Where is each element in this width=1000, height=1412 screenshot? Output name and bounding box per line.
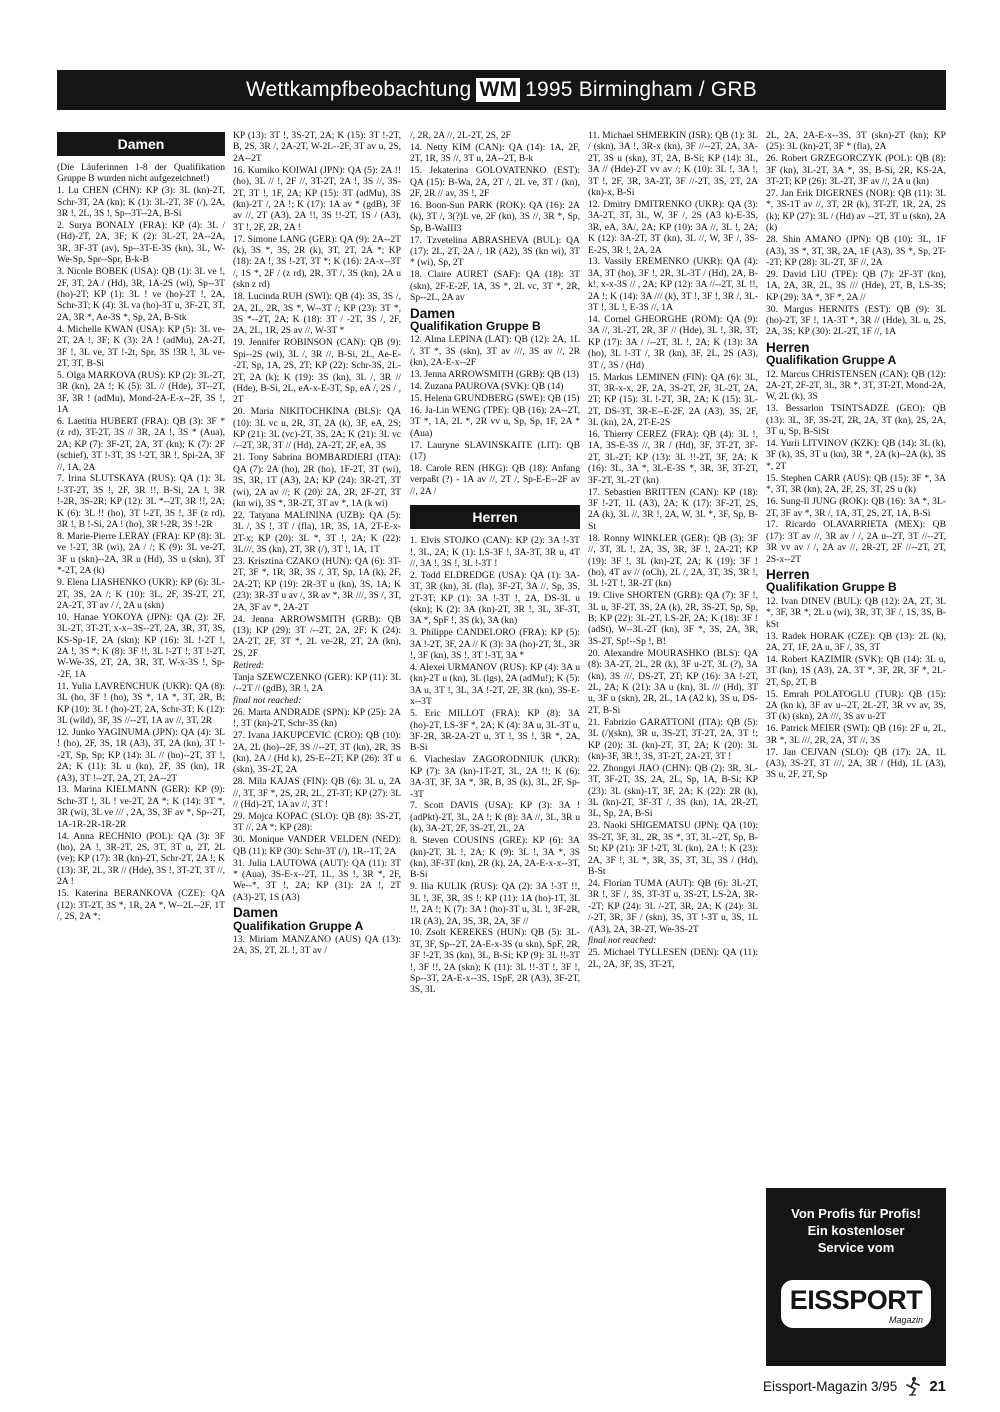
entry-paragraph: 4. Michelle KWAN (USA): KP (5): 3L ve-2T, 2A !, 3F; K (3): 2A ! (adMu), 2A-2T, 3F !, 3L ve, 3T !-2t, Spr, 3S !3R !, 3L ve-2T, 3T, B-Si bbox=[57, 323, 225, 369]
entry-paragraph: 11. Yulia LAVRENCHUK (UKR): QA (8): 3L (ho, 3F ! (ho), 3S *, 1A *, 3T, 2R, B; KP (10): 3L ! (ho)-2T, 2A, Schr-3T; K (12): 3L (wild), 3F, 3S //--2T, 1A av //, 3T, 2R bbox=[57, 680, 225, 726]
final-not-reached-label: final not reached: bbox=[233, 694, 302, 706]
entry-paragraph: 6. Laetitia HUBERT (FRA): QB (3): 3F * (z rd), 3T-2T, 3S // 3R, 2A !, 3S * (Aua), 2A; KP (7): 3F-2T, 2A, 3T (kn); K (7): 2F (schief), 3T !-3T, 3S !-2T, 3R !, Spi-2A, 3F //, 1A, 2A bbox=[57, 415, 225, 473]
section-heading-gruppe-b: Qualifikation Gruppe B bbox=[410, 319, 541, 333]
entry-paragraph: 16. Kumiko KOIWAI (JPN): QA (5): 2A !! (ho), 3L // !, 2F //, 3T-2T, 2A !, 3S //, 3S-2T, 3T !, 1F, 2A; KP (15): 3T (adMu), 3S (kn)-2T /, 2A !; K (17): 1A av * (gdB), 3F av //, 2T (A3), 2A !!, 3S !!-2T, 1S / (A3), 3T !, 2F, 2R, 2A ! bbox=[233, 164, 401, 233]
entry-paragraph: 15. Markus LEMINEN (FIN): QA (6): 3L, 3T, 3R-x-x, 2F, 2A, 3S-2T, 2F, 3L-2T, 2A, 2T; KP (15): 3L !-2T, 3R, 2A; K (15): 3L-2T, DS-3T, 3R-E--E-2F, 2A (A3), 3S, 2F, 3L (kn), 2A, 2T-E-2S bbox=[588, 371, 758, 429]
col4-last-entry: 25. Michael TYLLESEN (DEN): QA (11): 2L, 2A, 3F, 3S, 3T-2T, bbox=[588, 947, 758, 970]
col5-gruppe-a-paragraphs bbox=[766, 369, 946, 565]
entry-paragraph: 21. Fabrizio GARATTONI (ITA): QB (5): 3L (/)(skn), 3R u, 3S-2T, 3T-2T, 2A, 3T !; KP (20): 3L (kn)-2T, 3T, 2A; K (20): 3L (kn)-3F, 3R !, 3S, 3T-2T, 2A-2T, 3T ! bbox=[588, 716, 758, 762]
section-bar-damen: Damen bbox=[57, 132, 225, 156]
entry-paragraph: 11. Michael SHMERKIN (ISR): QB (1): 3L / (skn), 3A !, 3R-x (kn), 3F //--2T, 2A, 3A-2T, 3S u (skn), 3T, 2A, B-Si; KP (14): 3L, 3A // (Hde)-2T vv av /; K (10): 3L !, 3A !, 3T !, 2F, 3R, 3A-2T, 3F //-2T, 3S, 2T, 2A (kn)-x, B-Si bbox=[588, 130, 758, 199]
entry-paragraph: 1. Lu CHEN (CHN): KP (3): 3L (kn)-2T, Schr-3T, 2A (kn); K (1): 3L-2T, 3F (/), 2A, 3R !, 2L, 3S !, Sp--3T--2A, B-Si bbox=[57, 185, 225, 220]
ad-line-2: Ein kostenloser bbox=[807, 1223, 905, 1238]
col2-paragraphs bbox=[233, 130, 401, 659]
entry-paragraph: 15. Helena GRUNDBERG (SWE): QB (15) bbox=[410, 392, 580, 404]
entry-paragraph: 17. Simone LANG (GER): QA (9): 2A--2T (k), 3S *, 3S, 2R (k), 3T, 2T, 2A *; KP (18): 2A !, 3S !-2T, 3T *; K (16): 2A-x--3T /, 1S *, 2F / (z rd), 2R, 3T /, 3S (kn), 2A u (skn z rd) bbox=[233, 233, 401, 291]
col2-final-paragraphs bbox=[233, 707, 401, 903]
entry-paragraph: 19. Clive SHORTEN (GRB): QA (7): 3F !, 3L u, 3F-2T, 3S, 2A (k), 2R, 3S-2T, Sp, Sp, B; KP (22): 3L-2T, LS-2F, 2A; K (18): 3F ! (adSt), W--3L-2T (kn), 3F *, 3S, 2A, 3R, 3S-2T, Sp!--Sp !, B! bbox=[588, 590, 758, 647]
entry-paragraph: 23. Krisztina CZAKO (HUN): QA (6): 3T-2T, 3F *, 1R, 3R, 3S /, 3T, Sp, 1A (k), 2F, 2A-2T; KP (19): 2R-3T u (kn), 3S, 1A; K (23): 3R-3T u av /, 3R av *, 3R ///, 3S /, 3T, 2A, 3F av *, 2A-2T bbox=[233, 556, 401, 613]
entry-paragraph: 27. Jan Erik DIGERNES (NOR): QB (11): 3L *, 3S-1T av //, 3T, 2R (k), 3T-2T, 1R, 2A, 2S (k); KP (27): 3L / (Hd) av --2T, 3T u (skn), 2A (k) bbox=[766, 188, 946, 234]
section-heading-gruppe-a: Qualifikation Gruppe A bbox=[233, 918, 364, 933]
entry-paragraph: 8. Marie-Pierre LERAY (FRA): KP (8): 3L ve !-2T, 3R (wi), 2A / /; K (9): 3L ve-2T, 3F u (skn)--2A, 3R u (Hd), 3S u (skn), 3T *-2T, 2A (k) bbox=[57, 531, 225, 577]
skater-icon bbox=[903, 1376, 923, 1396]
entry-paragraph: 28. Shin AMANO (JPN): QB (10): 3L, 1F (A3), 3S *, 3T, 3R, 2A, 1F (A3), 3S *, Sp, 2T--2T; KP (28): 3L-2T, 3F //, 2A bbox=[766, 234, 946, 268]
entry-paragraph: 15. Stephen CARR (AUS): QB (15): 3F *, 3A *, 3T, 3R (kn), 2A, 2F, 2S, 3T, 2S u (k) bbox=[766, 472, 946, 496]
entry-paragraph: 31. Julia LAUTOWA (AUT): QA (11): 3T * (Aua), 3S-E-x--2T, 1L, 3S !, 3R *, 2F, We--*, 3T !, 2A; KP (31): 2A !, 2T (A3)-2T, 1S (A3) bbox=[233, 857, 401, 903]
entry-paragraph: 8. Steven COUSINS (GRE): KP (6): 3A (kn)-2T, 3L !, 2A; K (9): 3L !, 3A *, 3S (kn), 3F-3T (kn), 2R (k), 2A, 2A-E-x-x--3T, B-Si bbox=[410, 835, 580, 881]
entry-paragraph: 22. Tatyana MALININA (UZB): QA (5): 3L /, 3S !, 3T / (fla), 1R, 3S, 1A, 2T-E-x-2T-x; KP (20): 3L *, 3T !, 2A; K (22): 3L///, 3S (kn), 2T, 3R (/), 3T !, 1A, 1T bbox=[233, 509, 401, 556]
entry-paragraph: 18. Lucinda RUH (SWI): QB (4): 3S, 3S /, 2A, 2L, 2R, 3S *, W--3T /; KP (23): 3T *, 3S *--2T, 2A; K (18): 3T / -2T, 3S /, 2F, 2A, 2L, 1R, 2S av //, W-3T * bbox=[233, 291, 401, 337]
col3-top-paragraphs bbox=[410, 130, 580, 304]
entry-paragraph: 16. Sung-Il JUNG (ROK): QB (16): 3A *, 3L-2T, 3F av *, 3R /, 1A, 3T, 2S, 2T, 1A, B-Si bbox=[766, 496, 946, 519]
col5-gruppe-b-paragraphs bbox=[766, 596, 946, 781]
banner-title-end: 1995 Birmingham / GRB bbox=[525, 78, 757, 101]
section-heading-herren-a: Herren bbox=[766, 339, 810, 355]
column-2 bbox=[233, 130, 401, 1370]
col2-last-entry: 13. Miriam MANZANO (AUS) QA (13): 2A, 3S, 2T, 2L !, 3T av / bbox=[233, 934, 401, 957]
col1-paragraphs bbox=[57, 162, 225, 922]
entry-paragraph: 2. Surya BONALY (FRA): KP (4): 3L / (Hd)-2T, 2A, 3F; K (2): 3L-2T, 2A--2A, 3R, 3F-3T (av), Sp--3T-E-3S (kn), 3L, W-We-Sp, Spr--Spr, B-k-B bbox=[57, 220, 225, 266]
entry-paragraph: 16. Patrick MEIER (SWI): QB (16): 2F u, 2L, 3R *, 3L ///, 2R, 2A, 3T //, 3S bbox=[766, 723, 946, 746]
col3-gruppe-b-paragraphs bbox=[410, 334, 580, 497]
column-4 bbox=[588, 130, 758, 1370]
entry-paragraph: 7. Scott DAVIS (USA): KP (3): 3A ! (adPkt)-2T, 3L, 2A !; K (8): 3A //, 3L, 3R u (k), 3A-2T, 2F, 3S-2T, 2L, 2A bbox=[410, 800, 580, 835]
entry-paragraph: 17. Tzvetelina ABRASHEVA (BUL): QA (17): 2L, 2T, 2A /, 1R (A2), 3S (kn wi), 3T * (wi), Sp, 2T bbox=[410, 234, 580, 269]
entry-paragraph: 18. Claire AURET (SAF): QA (18): 3T (skn), 2F-E-2F, 1A, 3S *, 2L vc, 3T *, 2R, Sp--2L, 2A av bbox=[410, 269, 580, 304]
entry-paragraph: 10. Zsolt KEREKES (HUN): QB (5): 3L-3T, 3F, Sp--2T, 2A-E-x-3S (u skn), SpF, 2R, 3F !-2T, 3S (kn), 3L, B-Si; KP (9): 3L !!-3T !, 3F !!, 2A (skn); K (11): 3L !!-3T !, 3F !, Sp--3T, 2A-E-x--3S, 1SpF, 2R (A3), 3F-2T, 3S, 3L bbox=[410, 927, 580, 996]
entry-paragraph: (Die Läuferinnen 1-8 der Qualifikation Gruppe B wurden nicht aufgezeichnet!) bbox=[57, 162, 225, 185]
entry-paragraph: 13. Vassily EREMENKO (UKR): QA (4): 3A, 3T (ho), 3F !, 2R, 3L-3T / (Hd), 2A, B-k!, x-x-3S // , 2A; KP (12): 3A //--2T, 3L !!, 2A !; K (14): 3A /// (k), 3T !, 3F !, 3R /, 3L-3T !, 3L !, E-3S //, 1A bbox=[588, 256, 758, 314]
logo-subword: Magazin bbox=[888, 1315, 923, 1325]
section-heading-damen-b: Damen bbox=[410, 305, 456, 321]
entry-paragraph: 16. Boon-Sun PARK (ROK): QA (16): 2A (k), 3T /, 3(?)L ve, 2F (kn), 3S //, 3R *, Sp, Sp, B-WaIII3 bbox=[410, 199, 580, 234]
entry-paragraph: 3. Nicole BOBEK (USA): QB (1): 3L ve !, 2F, 3T, 2A / (Hd), 3R, 1A-2S (wi), Sp--3T (ho)-2T; KP (1): 3L ! ve (ho)-2T !, 2A, Schr-3T; K (4): 3L va (ho)-3T u, 3F-2T, 3T, 2A, 3R *, Ae-3S *, Sp, 2A, B-Stk bbox=[57, 266, 225, 323]
entry-paragraph: 30. Monique VANDER VELDEN (NED): QB (11): KP (30): Schr-3T (/), 1R--1T, 2A bbox=[233, 834, 401, 857]
entry-paragraph: 30. Margus HERNITS (EST): QB (9): 3L (ho)-2T, 3F !, 1A-3T *, 3R // (Hde), 3L u, 2S, 2A, 3S; KP (30): 2L-2T, 1F //, 1A bbox=[766, 303, 946, 338]
section-heading-damen: Damen bbox=[233, 905, 279, 921]
entry-paragraph: 14. Netty KIM (CAN): QA (14): 1A, 2F, 2T, 1R, 3S //, 3T u, 2A--2T, B-k bbox=[410, 141, 580, 165]
entry-paragraph: 18. Carole REN (HKG): QB (18): Anfang verpaßt (?) - 1A av //, 2T /, Sp-E-E--2F av //, 2A / bbox=[410, 462, 580, 497]
entry-paragraph: 13. Bessarlon TSINTSADZE (GEO): QB (13): 3L, 3F, 3S-2T, 2R, 2A, 3T (kn), 2S, 2A, 3T u, Sp, B-SiSt bbox=[766, 403, 946, 438]
entry-paragraph: 17. Sebastien BRITTEN (CAN): KP (18): 3F !-2T, 1L (A3), 2A; K (17): 3F-2T, 2S, 2A (k), 3L //, 3R !, 2A, W, 3L *, 3F, Sp, B-St bbox=[588, 486, 758, 532]
entry-paragraph: 2L, 2A, 2A-E-x--3S, 3T (skn)-2T (kn); KP (25): 3L (kn)-2T, 3F * (fla), 2A bbox=[766, 130, 946, 153]
section-bar-herren: Herren bbox=[410, 505, 580, 529]
entry-paragraph: 7. Irina SLUTSKAYA (RUS): QA (1): 3L !-3T-2T, 3S !, 2F, 3R !!, B-Si, 2A !, 3R !-2R, 3S-2R; KP (12): 3L *--2T, 3R !!, 2A; K (6): 3L !! (ho), 3T !-2T, 3S !, 3F (z rd), 3R !, B !-Si, 2A ! (ho), 3R !-2R, 3S !-2R bbox=[57, 473, 225, 531]
entry-paragraph: 15. Katerina BERANKOVA (CZE): QA (12): 3T-2T, 3S *, 1R, 2A *, W--2L--2F, 1T /, 2S, 2A *; bbox=[57, 888, 225, 922]
entry-paragraph: 20. Alexandre MOURASHKO (BLS): QA (8): 3A-2T, 2L, 2R (k), 3F u-2T, 3L (?), 3A (kn), 3S ///, DS-2T, 2T; KP (16): 3A !-2T, 2L, 2A; K (21): 3A u (kn), 3L /// (Hd), 3T u, 3F u (skn), 2R, 2L, 1A (A2 k), 3S u, DS-2T, B-Si bbox=[588, 647, 758, 716]
entry-paragraph: 12. Dmitry DMITRENKO (UKR): QA (3): 3A-2T, 3T, 3L, W, 3F /, 2S (A3 k)-E-3S, 3R, eA, 3A/, 2A; KP (10): 3A //, 3L !, 2A; K (12): 3A-2T, 3T (kn), 3L //, W, 3F /, 3S-E-2S, 3R !, 2A, 2A bbox=[588, 198, 758, 256]
column-3 bbox=[410, 130, 580, 1370]
entry-paragraph: 9. Elena LIASHENKO (UKR): KP (6): 3L-2T, 3S, 2A /; K (10): 3L, 2F, 3S-2T, 2T, 2A-2T, 3T av / /, 2A u (skn) bbox=[57, 577, 225, 611]
col5-top-paragraphs bbox=[766, 130, 946, 338]
entry-paragraph: 10. Hanae YOKOYA (JPN): QA (2): 2F, 3L-2T, 3T-2T, x-x--3S--2T, 2A, 3R, 3T, 3S, KS-Sp-1F, 2A (skn); KP (16): 3L !-2T !, 2A !, 3S *; K (8): 3F !!, 3L !-2T !, 3T !-2T, W-We-3S, 2T, 2A, 3R, 3T, W-x-3S !, Sp--2F, 1A bbox=[57, 611, 225, 680]
entry-paragraph: 17. Lauryne SLAVINSKAITE (LIT): QB (17) bbox=[410, 439, 580, 462]
section-heading-herren-gruppe-a: Qualifikation Gruppe A bbox=[766, 353, 897, 368]
column-5 bbox=[766, 130, 946, 1230]
entry-paragraph: 24. Florian TUMA (AUT): QB (6): 3L-2T, 3R !, 3F /, 3S, 3T-3T u, 3S-2T, LS-2A, 3R--2T; KP (24): 3L /-2T, 3R, 2A; K (24): 3L /-2T, 3R, 3F / (skn), 3S, 3T !-3T u, 3S, 1L /(A3), 2A, 3R-2T, We-3S-2T bbox=[588, 877, 758, 935]
entry-paragraph: 16. Ja-Lin WENG (TPE): QB (16): 2A--2T, 3T *, 1A, 2L *, 2R vv u, Sp, Sp, 1F, 2A * (Aua) bbox=[410, 404, 580, 439]
page-banner bbox=[57, 70, 946, 110]
entry-paragraph: 26. Robert GRZEGORCZYK (POL): QB (8): 3F (kn), 3L-2T, 3A *, 3S, B-Si, 2R, KS-2A, 3T-2T; KP (26): 3L-2T, 3F av //, 2A u (kn) bbox=[766, 153, 946, 188]
entry-paragraph: 14. Yurii LITVINOV (KZK): QB (14): 3L (k), 3F (k), 3S, 3T u (kn), 3R *, 2A (k)--2A (k), 3S *, 2T bbox=[766, 438, 946, 472]
entry-paragraph: 14. Cornel GHEORGHE (ROM): QA (9): 3A //, 3L-2T, 2R, 3F // (Hde), 3L !, 3R, 3T; KP (17): 3A / /--2T, 3L !, 2A; K (13): 3A (ho), 3L !-3T /, 3R (kn), 3F, 2L, 2S (A3), 3T /, 3S / (Hd) bbox=[588, 314, 758, 371]
entry-paragraph: 16. Thierry CEREZ (FRA): QB (4): 3L !, 1A, 3S-E-3S //, 3R / (Hd), 3F, 3T-2T, 3F-2T, 3L-2T; KP (13): 3L !!-2T, 3F, 2A; K (16): 3L, 3A *, 3L-E-3S *, 3R, 3F, 3T-2T, 3F-2T, 3L-2T (kn) bbox=[588, 429, 758, 486]
ad-line-3: Service vom bbox=[817, 1240, 895, 1255]
final-not-reached-label-herren: final not reached: bbox=[588, 935, 657, 947]
entry-paragraph: 5. Olga MARKOVA (RUS): KP (2): 3L-2T, 3R (kn), 2A !; K (5): 3L // (Hde), 3T--2T, 3F, 3R ! (adMu), Mond-2A-E-x--2F, 3S !, 1A bbox=[57, 369, 225, 416]
entry-paragraph: 29. Mojca KOPAC (SLO): QB (8): 3S-2T, 3T //, 2A *; KP (28): bbox=[233, 810, 401, 834]
entry-paragraph: 27. Ivana JAKUPCEVIC (CRO): QB (10): 2A, 2L (ho)--2F, 3S //--2T, 3T (kn), 2R, 3S (kn), 2A / (Hd k), 2S-E--2T; KP (26): 3T u (skn), 3S-2T, 2A bbox=[233, 730, 401, 776]
eissport-logo bbox=[781, 1280, 931, 1328]
banner-title-start: Wettkampfbeobachtung bbox=[246, 78, 472, 101]
col4-paragraphs bbox=[588, 130, 758, 935]
entry-paragraph: 14. Anna RECHNIO (POL): QA (3): 3F (ho), 2A !, 3R-2T, 2S, 3T, 3T u, 2T, 2L (ve); KP (17): 3R (kn)-2T, Schr-2T, 2A !; K (13): 3F, 2L, 3R // (Hde), 3S !, 3T-2T, 3T //, 2A ! bbox=[57, 830, 225, 888]
entry-paragraph: 13. Jenna ARROWSMITH (GRB): QB (13) bbox=[410, 369, 579, 381]
advertisement-box bbox=[766, 1188, 946, 1366]
entry-paragraph: 17. Ricardo OLAVARRIETA (MEX): QB (17): 3T av //, 3R av / /, 2A u--2T, 3T //--2T, 3R vv av / /, 2A av //, 2R-2T, 2F //--2T, 2T, 2S-x--2T bbox=[766, 519, 946, 565]
entry-paragraph: 15. Jekaterina GOLOVATENKO (EST): QA (15): B-Wa, 2A, 2T /, 2L ve, 3T / (kn), 2F, 2R // av, 3S !, 2F bbox=[410, 165, 580, 200]
entry-paragraph: 13. Radek HORAK (CZE): QB (13): 2L (k), 2A, 2T, 1F, 2A u, 3F /, 3S, 3T bbox=[766, 630, 946, 653]
entry-paragraph: 12. Ivan DINEV (BUL): QB (12): 2A, 2T, 3L *, 3F, 3R *, 2L u (wi), 3R, 3T, 3F /, 1S, 3S, B-kSt bbox=[766, 595, 946, 630]
entry-paragraph: 1. Elvis STOJKO (CAN): KP (2): 3A !-3T !, 3L, 2A; K (1): LS-3F !, 3A-3T, 3R u, 4T //, 3A !, 3S !, 3L !-3T ! bbox=[410, 535, 580, 569]
entry-paragraph: 18. Ronny WINKLER (GER): QB (3): 3F //, 3T, 3L !, 2A, 3S, 3R, 3F !, 2A-2T; KP (19): 3F !, 3L (kn)-2T, 2A; K (19): 3F ! (ho), 4T av // (oCh), 2L /, 2A, 3T, 3S, 3R !, 3L !-2T !, 3R-2T (kn) bbox=[588, 532, 758, 590]
entry-paragraph: 3. Philippe CANDELORO (FRA): KP (5): 3A !-2T, 3F, 2A // K (3): 3A (ho)-2T, 3L, 3R !, 3F (kn), 3S !, 3T !-3T, 3A * bbox=[410, 627, 580, 662]
entry-paragraph: 14. Robert KAZIMIR (SVK): QB (14): 3L u, 3T (kn), 1S (A3), 2A, 3T *, 3F, 2R, 3F *, 2L-2T, Sp, 2T, B bbox=[766, 653, 946, 688]
entry-paragraph: 19. Jennifer ROBINSON (CAN): QB (9): Spi--2S (wi), 3L /, 3R //, B-Si, 2L, Ae-E--2T, Sp, 1A, 2S, 2T; KP (22): Schr-3S, 2L-2T, 2A (k); K (19): 3S (kn), 3L /, 3R // (Hde), B-Si, 2L, eA-x-E-3T, Sp, eA /, 2S / , 2T bbox=[233, 337, 401, 406]
entry-paragraph: 21. Tony Sabrina BOMBARDIERI (ITA): QA (7): 2A (ho), 2R (ho), 1F-2T, 3T (wi), 3S, 3R, 1T (A3), 2A; KP (24): 3R-2T, 3T (wi), 2A av //; K (20): 2A, 2R, 2F-2T, 3T (kn wi), 3S *, 3R-2T, 3T av *, 1A (k wi) bbox=[233, 452, 401, 509]
entry-paragraph: 24. Jenna ARROWSMITH (GRB): QB (13); KP (29): 3T /--2T, 2A, 2F; K (24): 2A-2T, 2F, 3T *, 2L ve-2R, 2T, 2A (kn), 2S, 2F bbox=[233, 613, 401, 659]
logo-word: EISSPORT bbox=[789, 1285, 923, 1315]
magazine-issue: Eissport-Magazin 3/95 bbox=[762, 1378, 898, 1394]
page-number: 21 bbox=[929, 1377, 946, 1395]
entry-paragraph: 2. Todd ELDREDGE (USA): QA (1): 3A-3T, 3R (kn), 3L (fla), 3F-2T, 3A //, Sp, 3S, 2T-3T; KP (1): 3A !-3T !, 2A, DS-3L u (skn); K (2): 3A (kn)-2T, 3R !, 3L, 3F-3T, 3A *, SpF !, 3S (k), 3A (kn) bbox=[410, 569, 580, 627]
entry-paragraph: 9. Ilia KULIK (RUS): QA (2): 3A !-3T !!, 3L !, 3F, 3R, 3S !; KP (11): 1A (ho)-1T, 3L !!, 2A !; K (7): 3A ! (ho)-3T u, 3L !, 3F-2R, 1R (A3), 2A, 3S, 3R, 2A, 3F // bbox=[410, 881, 580, 927]
entry-paragraph: /, 2R, 2A //, 2L-2T, 2S, 2F bbox=[410, 130, 511, 141]
entry-paragraph: 4. Alexei URMANOV (RUS): KP (4): 3A u (kn)-2T u (kn), 3L (lgs), 2A (adMu!); K (5): 3A u, 3T !, 3L, 3A !-2T, 2F, 3R (kn), 3S-E-x--3T bbox=[410, 662, 580, 708]
entry-paragraph: 12. Marcus CHRISTENSEN (CAN): QB (12): 2A-2T, 2F-2T, 3L, 3R *, 3T, 3T-2T, Mond-2A, W, 2L (k), 3S bbox=[766, 368, 946, 403]
entry-paragraph: 13. Marina KIELMANN (GER): KP (9): Schr-3T !, 3L ! ve-2T, 2A *; K (14): 3T *, 3R (wi), 3L ve /// , 2A, 3S, 3F av *, Sp--2T, 1A-1R-2R-1R-2R bbox=[57, 784, 225, 830]
entry-paragraph: 20. Maria NIKITOCHKINA (BLS): QA (10): 3L vc u, 2R, 3T, 2A (k), 3F, eA, 2S; KP (21): 3L (vc)-2T, 3S, 2A; K (21): 3L vc /--2T, 3R, 3T // (Hd), 2A-2T, 2F, eA, 3S bbox=[233, 406, 401, 452]
col3-herren-paragraphs bbox=[410, 535, 580, 996]
retired-label: Retired: bbox=[233, 659, 265, 671]
section-heading-herren-b: Herren bbox=[766, 567, 810, 583]
entry-paragraph: 5. Eric MILLOT (FRA): KP (8): 3A (ho)-2T, LS-3F *, 2A; K (4): 3A u, 3L-3T u, 3F-2R, 3R-2A-2T u, 3T !, 3S !, 3R *, 2A, B-Si bbox=[410, 708, 580, 754]
entry-paragraph: 15. Emrah POLATOGLU (TUR): QB (15): 2A (kn k), 3F av u--2T, 2L-2T, 3R vv av, 3S, 3T (k) (skn), 2A ///, 3S av u-2T bbox=[766, 688, 946, 723]
entry-paragraph: 6. Viacheslav ZAGORODNIUK (UKR): KP (7): 3A (kn)-1T-2T, 3L, 2A !!; K (6): 3A-3T, 3F, 3A *, 3R, B, 3S (k), 3L, 2F, Sp--3T bbox=[410, 754, 580, 800]
ad-line-1: Von Profis für Profis! bbox=[791, 1206, 921, 1221]
entry-paragraph: 12. Alma LEPINA (LAT): QB (12): 2A, 1L /, 3T *, 3S (skn), 3T av ///, 3S av //, 2R (kn), 2A-E-x--2F bbox=[410, 334, 580, 369]
entry-paragraph: 23. Naoki SHIGEMATSU (JPN): QA (10): 3S-2T, 3F, 3L, 2R, 3S *, 3T, 3L--2T, Sp, B-St; KP (21): 3F !-2T, 3L (kn), 2A !; K (23): 2A, 3F !, 3L *, 3R, 3S, 3T, 3L, 3S / (Hd), B-St bbox=[588, 820, 758, 877]
entry-paragraph: 12. Junko YAGINUMA (JPN): QA (4): 3L ! (ho), 2F, 3S, 1R (A3), 3T, 2A (kn), 3T !--2T, Sp, Sp; KP (14): 3L // (ho)--2T, 3T !, 2A; K (11): 3L u (kn), 2F, 3S (kn), 1R (A3), 3T !--2T, 2A, 2T, 2A--2T bbox=[57, 726, 225, 784]
wm-badge: WM bbox=[476, 78, 520, 102]
column-1 bbox=[57, 130, 225, 1370]
entry-paragraph: 14. Zuzana PAUROVA (SVK): QB (14) bbox=[410, 381, 564, 393]
entry-paragraph: 17. Jan CEJVAN (SLO): QB (17): 2A, 1L (A3), 3S-2T, 3T ///, 2A, 3R / (Hd), 1L (A3), 3S u, 2F, 2T, Sp bbox=[766, 746, 946, 781]
entry-paragraph: 29. David LIU (TPE): QB (7): 2F-3T (kn), 1A, 2A, 3R, 2L, 3S /// (Hde), 2T, B, LS-3S; KP (29): 3A *, 3F *, 2A // bbox=[766, 268, 946, 303]
page-footer bbox=[730, 1375, 946, 1397]
section-heading-herren-gruppe-b: Qualifikation Gruppe B bbox=[766, 580, 897, 595]
entry-paragraph: 22. Zhongyi JIAO (CHN): QB (2): 3R, 3L-3T, 3F-2T, 3S, 2A, 2L, Sp, 1A, B-Si; KP (23): 3L (skn)-1T, 3F, 2A; K (22): 2R (k), 3L (kn)-2T, 3F-3T /, 3S (kn), 1A, 2R-2T, 3L, Sp, 2A, B-Si bbox=[588, 762, 758, 820]
entry-paragraph: 26. Marta ANDRADE (SPN): KP (25): 2A !, 3T (kn)-2T, Schr-3S (kn) bbox=[233, 706, 401, 730]
retired-entry: Tanja SZEWCZENKO (GER): KP (11): 3L /--2T // (gdB), 3R !, 2A bbox=[233, 671, 401, 694]
entry-paragraph: 28. Mila KAJAS (FIN): QB (6): 3L u, 2A //, 3T, 3F *, 2S, 2R, 2L, 2T-3T; KP (27): 3L // (Hd)-2T, 1A av //, 3T ! bbox=[233, 776, 401, 811]
entry-paragraph: KP (13): 3T !, 3S-2T, 2A; K (15): 3T !-2T, B, 2S, 3R /, 2A-2T, W-2L--2F, 3T av u, 2S, 2A--2T bbox=[233, 130, 401, 164]
